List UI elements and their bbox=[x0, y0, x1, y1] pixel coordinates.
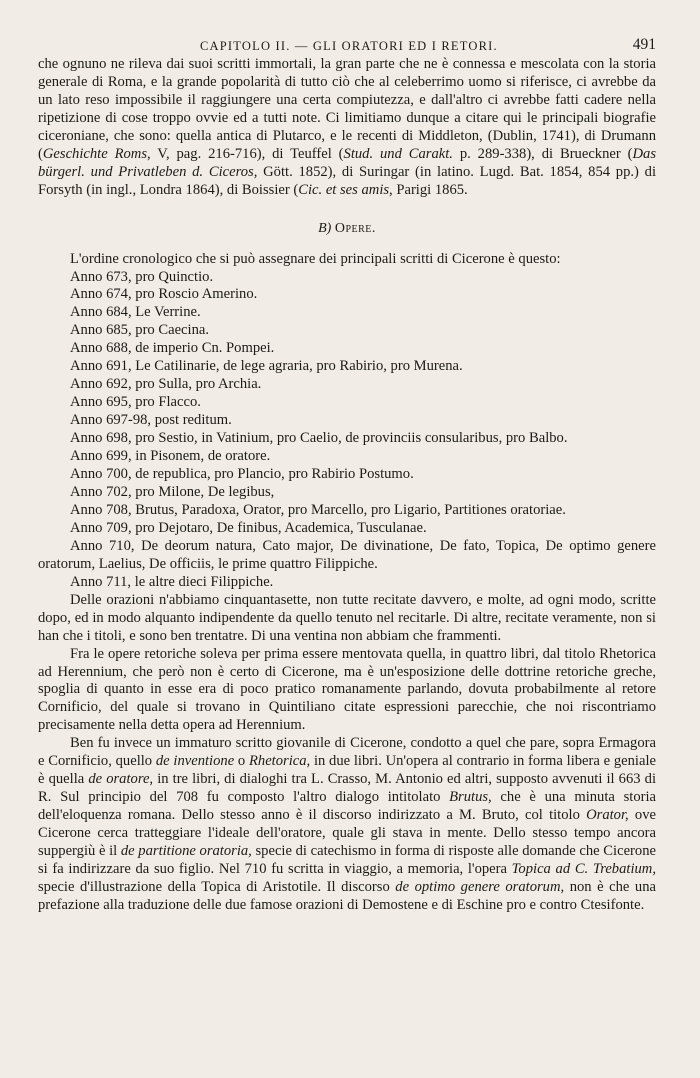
chronology-item: Anno 710, De deorum natura, Cato major, De divinatione, De fato, Topica, De optimo genere oratorum, Laelius, De officiis, le prime quattro Filippiche. bbox=[38, 537, 656, 572]
italic-title: Rhetorica, bbox=[248, 753, 311, 770]
text-run: Ben fu invece un immaturo scritto giovanile di Cicerone, condotto a quel che pare, sopra Ermagora e Cornificio, quello bbox=[38, 735, 656, 770]
text-run: o bbox=[234, 753, 249, 770]
text-run: in due libri. Un'opera al contrario in forma libera e geniale è quella bbox=[38, 753, 656, 788]
chronology-item: Anno 700, de republica, pro Plancio, pro Rabirio Postumo. bbox=[70, 466, 414, 483]
italic-title: de partitione oratoria, bbox=[120, 843, 252, 860]
text-run: non è che una prefazione alla traduzione delle due famose orazioni di Demostene e di Eschine pro e contro Ctesifonte. bbox=[38, 878, 656, 913]
section-heading bbox=[38, 220, 656, 238]
chronology-item: Anno 692, pro Sulla, pro Archia. bbox=[70, 376, 262, 393]
italic-title: Orator, bbox=[586, 807, 629, 824]
italic-title: Cic. et ses amis, bbox=[298, 181, 393, 198]
chronology-item: Anno 695, pro Flacco. bbox=[70, 394, 201, 411]
italic-title: Stud. und Carakt. bbox=[343, 145, 453, 162]
italic-title: Topica ad C. Trebatium, bbox=[511, 860, 656, 877]
chronology-item: Anno 702, pro Milone, De legibus, bbox=[70, 483, 275, 500]
text-run: , V, pag. 216-716), di Teuffel ( bbox=[147, 145, 344, 162]
text-run: p. 289-338), di Brueckner ( bbox=[452, 145, 633, 162]
italic-title: Das bürgerl. und Privatleben d. Ciceros, bbox=[38, 145, 656, 180]
chronology-item: Anno 697-98, post reditum. bbox=[70, 412, 232, 429]
italic-title: de inventione bbox=[155, 753, 235, 770]
page-body bbox=[38, 56, 656, 915]
chronology-item: Anno 674, pro Roscio Amerino. bbox=[70, 286, 258, 303]
chronology-item: Anno 691, Le Catilinarie, de lege agraria, pro Rabirio, pro Murena. bbox=[70, 358, 463, 375]
works-paragraph bbox=[38, 735, 656, 915]
text-run: ove Cicerone cerca tratteggiare l'ideale dell'oratore, quale gli stava in mente. Dello stesso tempo ancora suppergiù è il bbox=[38, 807, 656, 860]
page-header bbox=[38, 36, 656, 56]
page-number: 491 bbox=[632, 36, 656, 53]
italic-title: Brutus, bbox=[449, 789, 492, 806]
running-title: CAPITOLO II. — GLI ORATORI ED I RETORI. bbox=[200, 39, 498, 53]
orations-paragraph: Delle orazioni n'abbiamo cinquantasette, non tutte recitate davvero, e molte, ad ogni modo, scritte dopo, ed in modo alquanto indipendente da quello tenuto nel recitarle. Di altre, recitate veramente, non si han che i titoli, e sono ben trentatre. Di una ventina non abbiam che frammenti. bbox=[38, 591, 656, 644]
chronology-item: Anno 711, le altre dieci Filippiche. bbox=[70, 573, 274, 590]
chronology-list bbox=[38, 269, 656, 592]
text-run: che ognuno ne rileva dai suoi scritti immortali, la gran parte che ne è connessa e mescolata con la storia generale di Roma, e la grande popolarità di tutto ciò che al celeberrimo uomo si riferisce, ci avrebbe da un lato reso impossibile il raggiungere una certa compiutezza, e dall'altro ci avrebbe fatti cadere nella ripetizione di cose troppo ovvie ed a tutti note. Ci limitiamo dunque a citare qui le principali biografie ciceroniane, che sono: quella antica di Plutarco, e le recenti di Middleton, (Dublin, 1741), di Drumann ( bbox=[38, 56, 656, 162]
chronology-item: Anno 673, pro Quinctio. bbox=[70, 268, 214, 285]
chronology-item: Anno 708, Brutus, Paradoxa, Orator, pro Marcello, pro Ligario, Partitiones oratoriae. bbox=[70, 501, 566, 518]
text-run: Gött. 1852), di Suringar (in latino. Lugd. Bat. 1854, 854 pp.) di Forsyth (in ingl., Londra 1864), di Boissier ( bbox=[38, 163, 657, 198]
rhetorica-paragraph: Fra le opere retoriche soleva per prima essere mentovata quella, in quattro libri, dal titolo Rhetorica ad Herennium, che però non è certo di Cicerone, ma è un'esposizione delle dottrine retoriche greche, spoglia di quanto in esse era di poco pratico romanamente parlando, dovuta probabilmente al retore Cornificio, del quale si trovano in Quintiliano citate espressioni parecchie, che noi riscontriamo precisamente nella detta opera ad Herennium. bbox=[38, 645, 656, 734]
chronology-item: Anno 709, pro Dejotaro, De finibus, Academica, Tusculanae. bbox=[70, 519, 427, 536]
section-letter: B) bbox=[318, 220, 332, 236]
chronology-item: Anno 699, in Pisonem, de oratore. bbox=[70, 448, 271, 465]
text-run: in tre libri, di dialoghi tra L. Crasso, M. Antonio ed altri, supposto avvenuti il 663 di R. Sul principio del 708 fu composto l'altro dialogo intitolato bbox=[38, 771, 657, 806]
italic-title: de oratore, bbox=[88, 771, 154, 788]
chronology-item: Anno 684, Le Verrine. bbox=[70, 304, 201, 321]
text-run: specie d'illustrazione della Topica di Aristotile. Il discorso bbox=[38, 878, 396, 895]
chronology-intro: L'ordine cronologico che si può assegnare dei principali scritti di Cicerone è questo: bbox=[70, 250, 561, 267]
intro-paragraph bbox=[38, 56, 656, 200]
chronology-item: Anno 698, pro Sestio, in Vatinium, pro Caelio, de provinciis consularibus, pro Balbo. bbox=[70, 430, 568, 447]
italic-title: Geschichte Roms bbox=[42, 145, 148, 162]
text-run: Parigi 1865. bbox=[392, 181, 468, 198]
italic-title: de optimo genere oratorum, bbox=[395, 878, 565, 895]
text-run: specie di catechismo in forma di risposte alle domande che Cicerone si fa indirizzare da suo figlio. Nel 710 fu scritta in viaggio, a memoria, l'opera bbox=[38, 843, 656, 877]
chronology-item: Anno 688, de imperio Cn. Pompei. bbox=[70, 340, 275, 357]
text-run: che è una minuta storia dell'eloquenza romana. Dello stesso anno è il discorso indirizzato a M. Bruto, col titolo bbox=[38, 789, 657, 824]
section-title: Opere. bbox=[334, 220, 376, 236]
chronology-item: Anno 685, pro Caecina. bbox=[70, 322, 210, 339]
